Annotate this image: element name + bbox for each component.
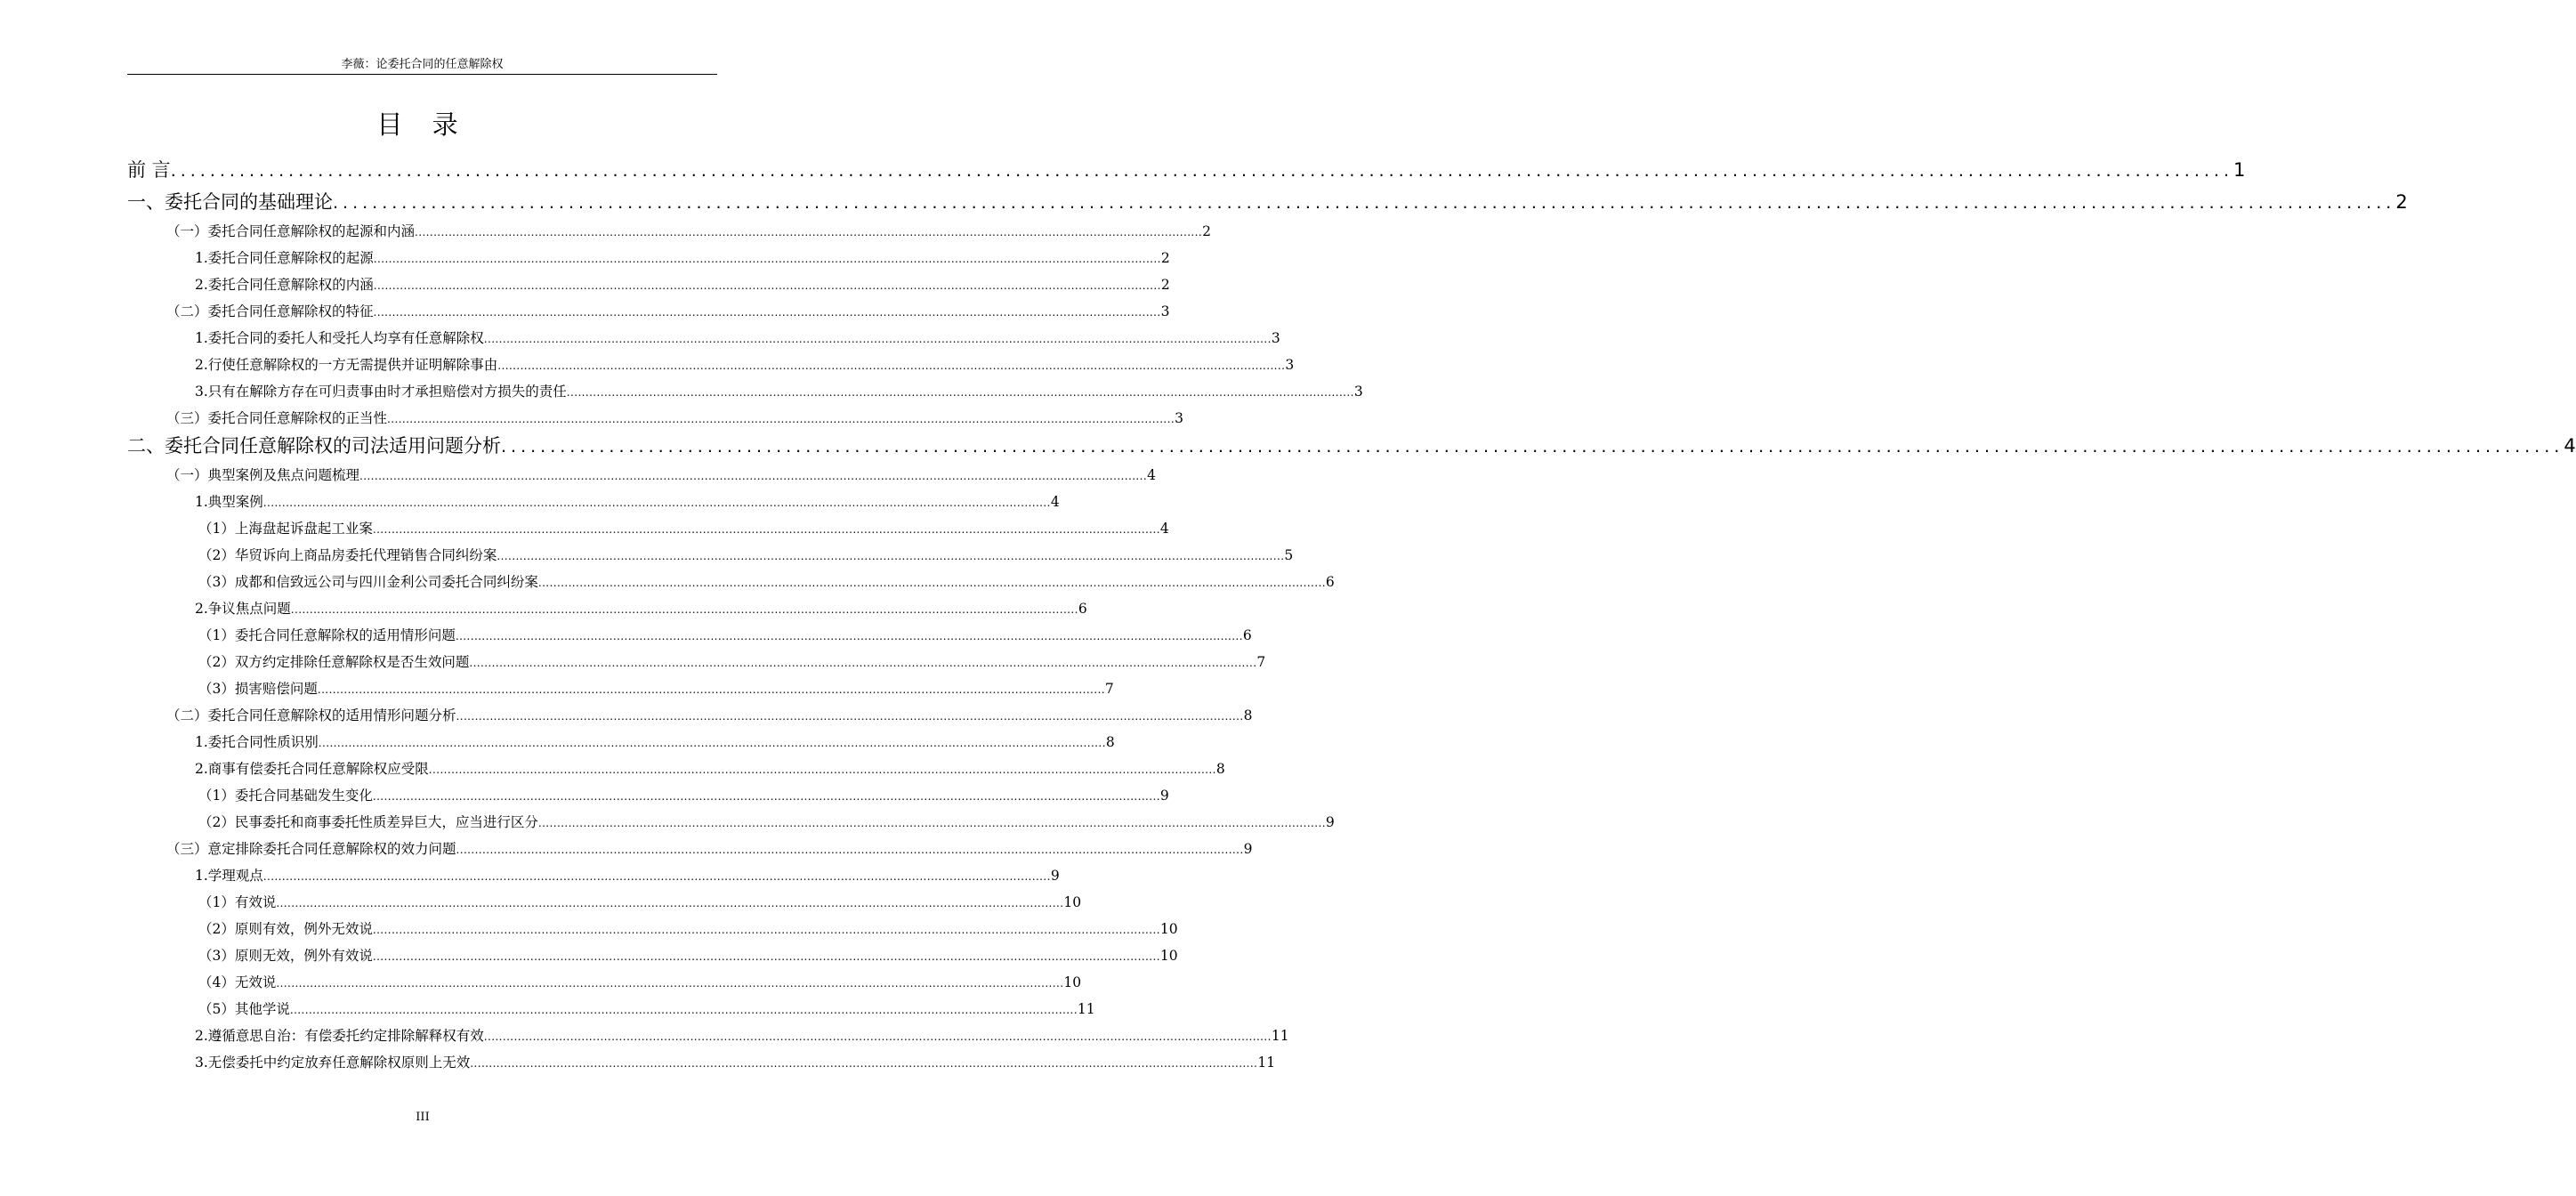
toc-entry[interactable]: 2.委托合同任意解除权的内涵 .................................................................................................................................................................................................................. 2: [195, 277, 1170, 293]
toc-entry[interactable]: 1.典型案例 .................................................................................................................................................................................................................. 4: [195, 494, 1060, 510]
toc-entry[interactable]: 1.委托合同的委托人和受托人均享有任意解除权 .................................................................................................................................................................................................................. 3: [195, 330, 1280, 346]
toc-entry[interactable]: 1.委托合同性质识别 .................................................................................................................................................................................................................. 8: [195, 734, 1115, 750]
toc-entry[interactable]: 1.学理观点 .................................................................................................................................................................................................................. 9: [195, 868, 1060, 884]
page-number: III: [416, 1111, 430, 1124]
toc-entry[interactable]: （2）华贸诉向上商品房委托代理销售合同纠纷案 .................................................................................................................................................................................................................. 5: [198, 547, 1294, 563]
toc-entry[interactable]: 2.商事有偿委托合同任意解除权应受限 .................................................................................................................................................................................................................. 8: [195, 761, 1225, 777]
toc-entry[interactable]: （5）其他学说 .................................................................................................................................................................................................................. 11: [198, 1001, 1095, 1017]
toc-entry[interactable]: 1.委托合同任意解除权的起源 .................................................................................................................................................................................................................. 2: [195, 250, 1170, 266]
toc-entry[interactable]: 一、委托合同的基础理论 .................................................................................................................................................................................................................. 2: [127, 191, 2408, 213]
toc-entry[interactable]: （4）无效说 .................................................................................................................................................................................................................. 10: [198, 974, 1082, 990]
toc-entry[interactable]: （1）上海盘起诉盘起工业案 .................................................................................................................................................................................................................. 4: [198, 521, 1169, 537]
toc-entry[interactable]: 2.行使任意解除权的一方无需提供并证明解除事由 .................................................................................................................................................................................................................. 3: [195, 357, 1295, 373]
toc-entry[interactable]: 2.遵循意思自治：有偿委托约定排除解释权有效 .................................................................................................................................................................................................................. 11: [195, 1028, 1289, 1044]
toc-entry[interactable]: （1）委托合同基础发生变化 .................................................................................................................................................................................................................. 9: [198, 788, 1169, 804]
toc-entry[interactable]: 3.无偿委托中约定放弃任意解除权原则上无效 .................................................................................................................................................................................................................. 11: [195, 1055, 1276, 1071]
toc-entry[interactable]: （3）成都和信致远公司与四川金利公司委托合同纠纷案 .................................................................................................................................................................................................................. 6: [198, 574, 1335, 590]
toc-entry[interactable]: 二、委托合同任意解除权的司法适用问题分析 .................................................................................................................................................................................................................. 4: [127, 435, 2576, 457]
running-header: [127, 56, 717, 75]
toc-entry[interactable]: 2.争议焦点问题 .................................................................................................................................................................................................................. 6: [195, 601, 1087, 617]
toc-entry[interactable]: 3.只有在解除方存在可归责事由时才承担赔偿对方损失的责任 .................................................................................................................................................................................................................. 3: [195, 384, 1363, 400]
toc-entry[interactable]: （2）原则有效，例外无效说 .................................................................................................................................................................................................................. 10: [198, 921, 1178, 937]
toc-entry[interactable]: （1）委托合同任意解除权的适用情形问题 .................................................................................................................................................................................................................. 6: [198, 627, 1252, 643]
toc-entry[interactable]: （一）典型案例及焦点问题梳理 .................................................................................................................................................................................................................. 4: [166, 467, 1156, 483]
toc-entry[interactable]: （一）委托合同任意解除权的起源和内涵 .................................................................................................................................................................................................................. 2: [166, 223, 1211, 239]
toc-entry[interactable]: 前 言 .................................................................................................................................................................................................................. 1: [127, 159, 2246, 181]
toc-entry[interactable]: （二）委托合同任意解除权的特征 .................................................................................................................................................................................................................. 3: [166, 303, 1170, 319]
running-title: 李薇：论委托合同的任意解除权: [341, 58, 504, 71]
toc-entry[interactable]: （二）委托合同任意解除权的适用情形问题分析 .................................................................................................................................................................................................................. 8: [166, 707, 1253, 723]
toc-entry[interactable]: （三）意定排除委托合同任意解除权的效力问题 .................................................................................................................................................................................................................. 9: [166, 841, 1253, 857]
toc-entry[interactable]: （2）双方约定排除任意解除权是否生效问题 .................................................................................................................................................................................................................. 7: [198, 654, 1266, 670]
toc-entry[interactable]: （3）损害赔偿问题 .................................................................................................................................................................................................................. 7: [198, 681, 1114, 697]
toc-entry[interactable]: （3）原则无效，例外有效说 .................................................................................................................................................................................................................. 10: [198, 948, 1178, 964]
toc-entry[interactable]: （2）民事委托和商事委托性质差异巨大，应当进行区分 .................................................................................................................................................................................................................. 9: [198, 814, 1335, 830]
toc-title: 目 录: [376, 109, 469, 140]
toc-entry[interactable]: （三）委托合同任意解除权的正当性 .................................................................................................................................................................................................................. 3: [166, 410, 1183, 426]
toc-entry[interactable]: （1）有效说 .................................................................................................................................................................................................................. 10: [198, 894, 1082, 910]
